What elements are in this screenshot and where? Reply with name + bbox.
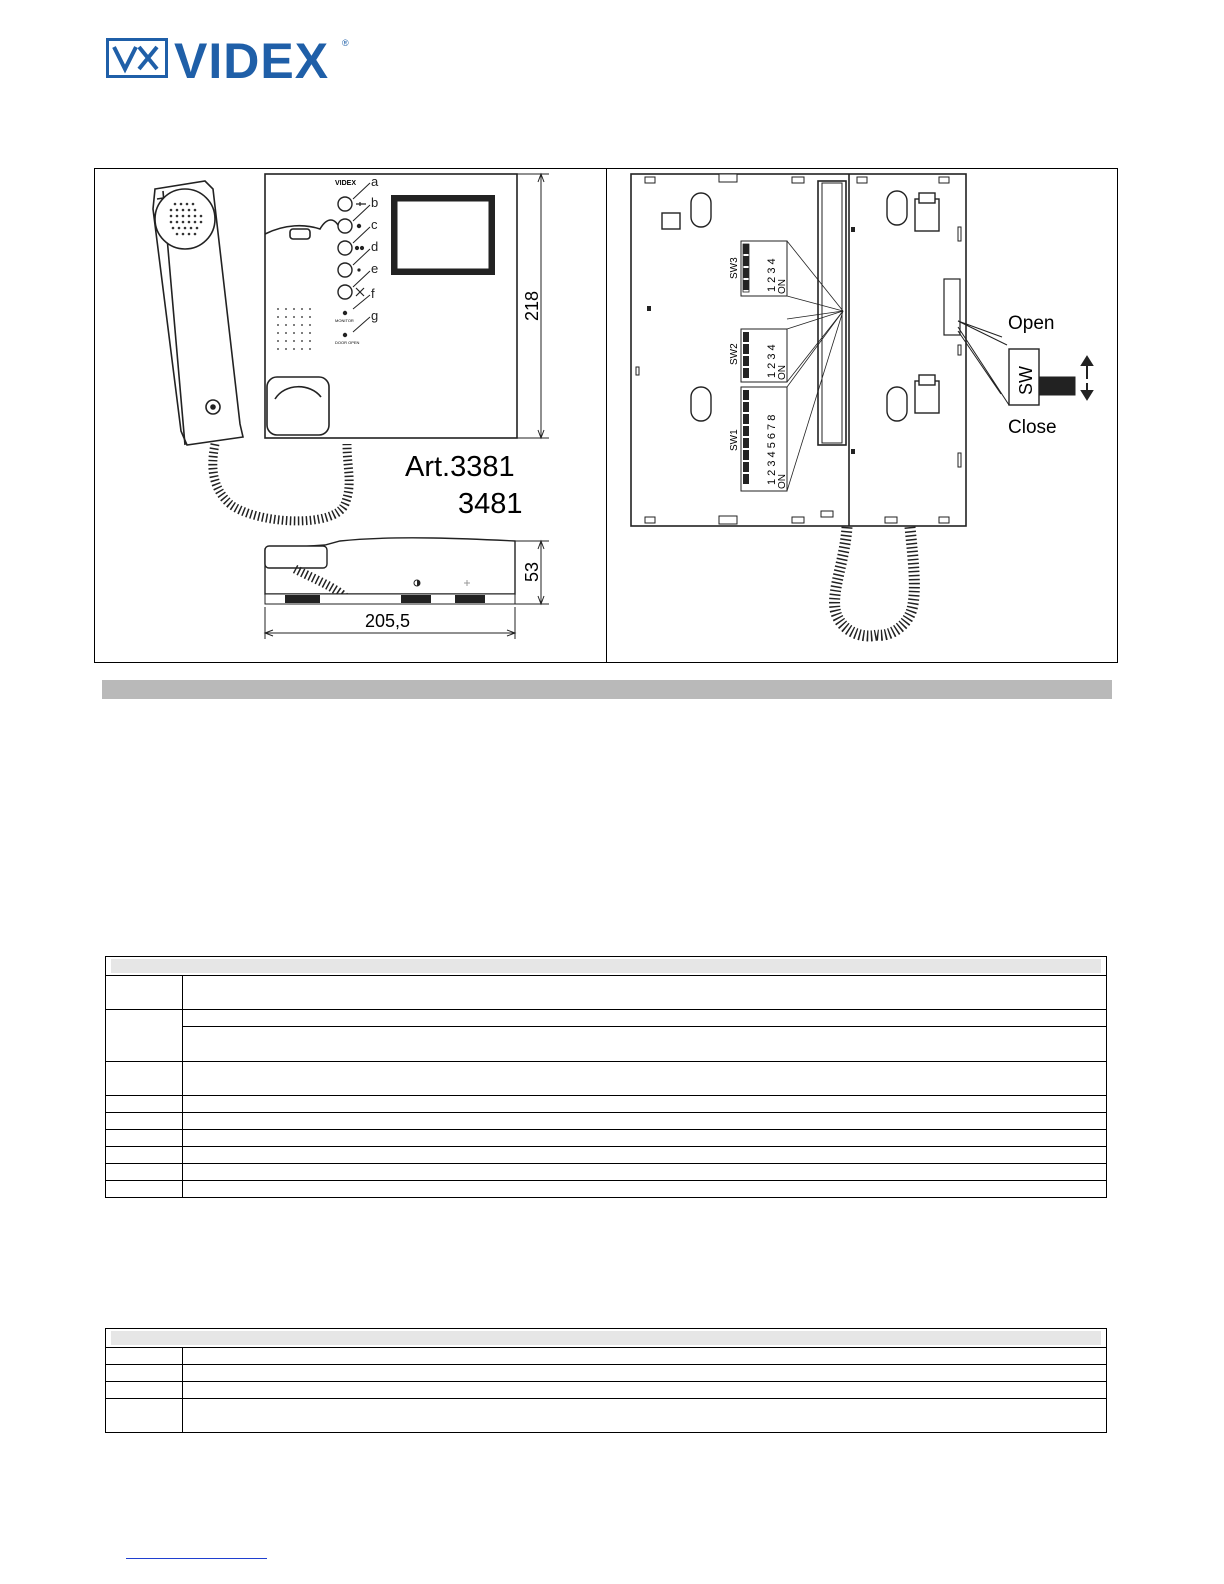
callout-b: b [371,195,379,210]
callout-g: g [371,308,379,323]
table-header-row [106,957,1107,976]
table-row [106,1096,1107,1113]
button-e [338,263,352,277]
caption-door-open: DOOR OPEN [335,340,360,345]
back-coiled-cord-right [877,527,914,635]
sw1-on: ON [777,474,788,489]
label-close: Close [1008,417,1057,438]
label-sw3: SW3 [729,257,740,279]
spec-table-2 [105,1328,1107,1433]
article-number-1: Art.3381 [405,451,515,483]
table-row [106,1348,1107,1365]
table-row [106,1181,1107,1198]
table-row [106,1147,1107,1164]
videx-logo [106,33,356,89]
unit-brand-label: VIDEX [335,180,357,187]
spec-table-1 [105,956,1107,1198]
table-row [106,1113,1107,1130]
callout-e: e [371,261,379,276]
registered-mark: ® [342,38,349,48]
table-row [106,1382,1107,1399]
table-row [106,1027,1107,1062]
front-coiled-cord [213,444,349,521]
label-open: Open [1008,313,1055,334]
label-sw2: SW2 [729,343,740,365]
dim-205-5: 205,5 [365,611,411,631]
table-header-row [106,1329,1107,1348]
table-row [106,1164,1107,1181]
table-row [106,1130,1107,1147]
sw3-numbers: 1 2 3 4 [766,258,778,292]
dim-218: 218 [522,290,542,321]
sw2-on: ON [777,365,788,380]
sw1-numbers: 1 2 3 4 5 6 7 8 [766,414,778,485]
article-number-2: 3481 [458,488,523,520]
side-view [265,538,515,594]
switch-housing [944,279,960,335]
callout-c: c [371,217,378,232]
button-b [338,197,352,211]
callout-a: a [371,174,379,189]
button-f [338,285,352,299]
sw2-numbers: 1 2 3 4 [766,344,778,378]
back-coiled-cord-left [835,527,877,636]
sw3-on: ON [777,279,788,294]
label-sw1: SW1 [729,429,740,451]
logo-mark [106,38,168,78]
table-row [106,1062,1107,1096]
back-view-drawing [607,169,1117,662]
table-header-shading [111,959,1101,973]
section-heading-bar [102,680,1112,699]
dim-53: 53 [522,561,542,582]
callout-f: f [371,286,375,301]
table-row [106,976,1107,1010]
button-c [338,219,352,233]
table-row [106,1399,1107,1433]
caption-monitor: MONITOR [335,318,354,323]
footer-link-underline[interactable] [126,1558,267,1559]
side-base [265,594,515,604]
open-close-arrows [1082,357,1092,399]
button-d [338,241,352,255]
label-sw-detail: SW [1016,366,1036,395]
logo-wordmark: VIDEX [174,33,330,89]
callout-d: d [371,239,379,254]
logo-mark-icon [109,41,165,75]
front-view-drawing [95,169,605,662]
table-row [106,1365,1107,1382]
table-header-shading [111,1331,1101,1345]
table-row [106,1010,1107,1027]
handset-drawing [153,181,243,445]
